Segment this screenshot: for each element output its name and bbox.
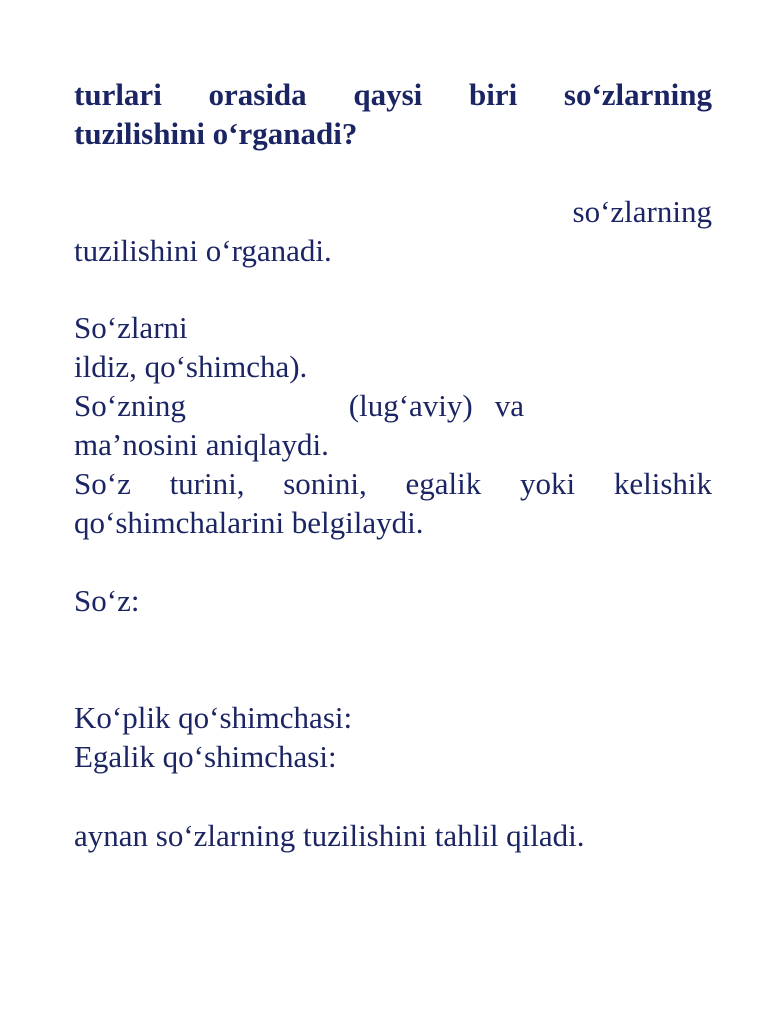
point-2-word-2: (lug‘aviy) xyxy=(348,388,473,423)
conclusion-text: aynan so‘zlarning tuzilishini tahlil qiladi. xyxy=(74,818,585,853)
point-2-line-2: ma’nosini aniqlaydi. xyxy=(74,427,329,462)
point-2-word-1: So‘zning xyxy=(74,388,186,423)
point-2-line-1 xyxy=(74,388,524,424)
plural-suffix-label: Ko‘plik qo‘shimchasi: xyxy=(74,700,353,735)
question-line-1: turlari orasida qaysi biri so‘zlarning xyxy=(74,77,712,112)
point-2-word-3: va xyxy=(494,388,524,423)
answer-line-1: so‘zlarning xyxy=(572,194,712,229)
example-label: So‘z: xyxy=(74,583,140,618)
point-3-line-2: qo‘shimchalarini belgilaydi. xyxy=(74,505,424,540)
point-3-line-1: So‘z turini, sonini, egalik yoki kelishik xyxy=(74,466,712,501)
possessive-suffix-label: Egalik qo‘shimchasi: xyxy=(74,739,337,774)
answer-line-2: tuzilishini o‘rganadi. xyxy=(74,233,332,268)
document-page xyxy=(74,0,712,1024)
point-1-line-2: ildiz, qo‘shimcha). xyxy=(74,349,308,384)
question-line-2: tuzilishini o‘rganadi? xyxy=(74,116,358,151)
point-1-line-1: So‘zlarni xyxy=(74,310,188,345)
